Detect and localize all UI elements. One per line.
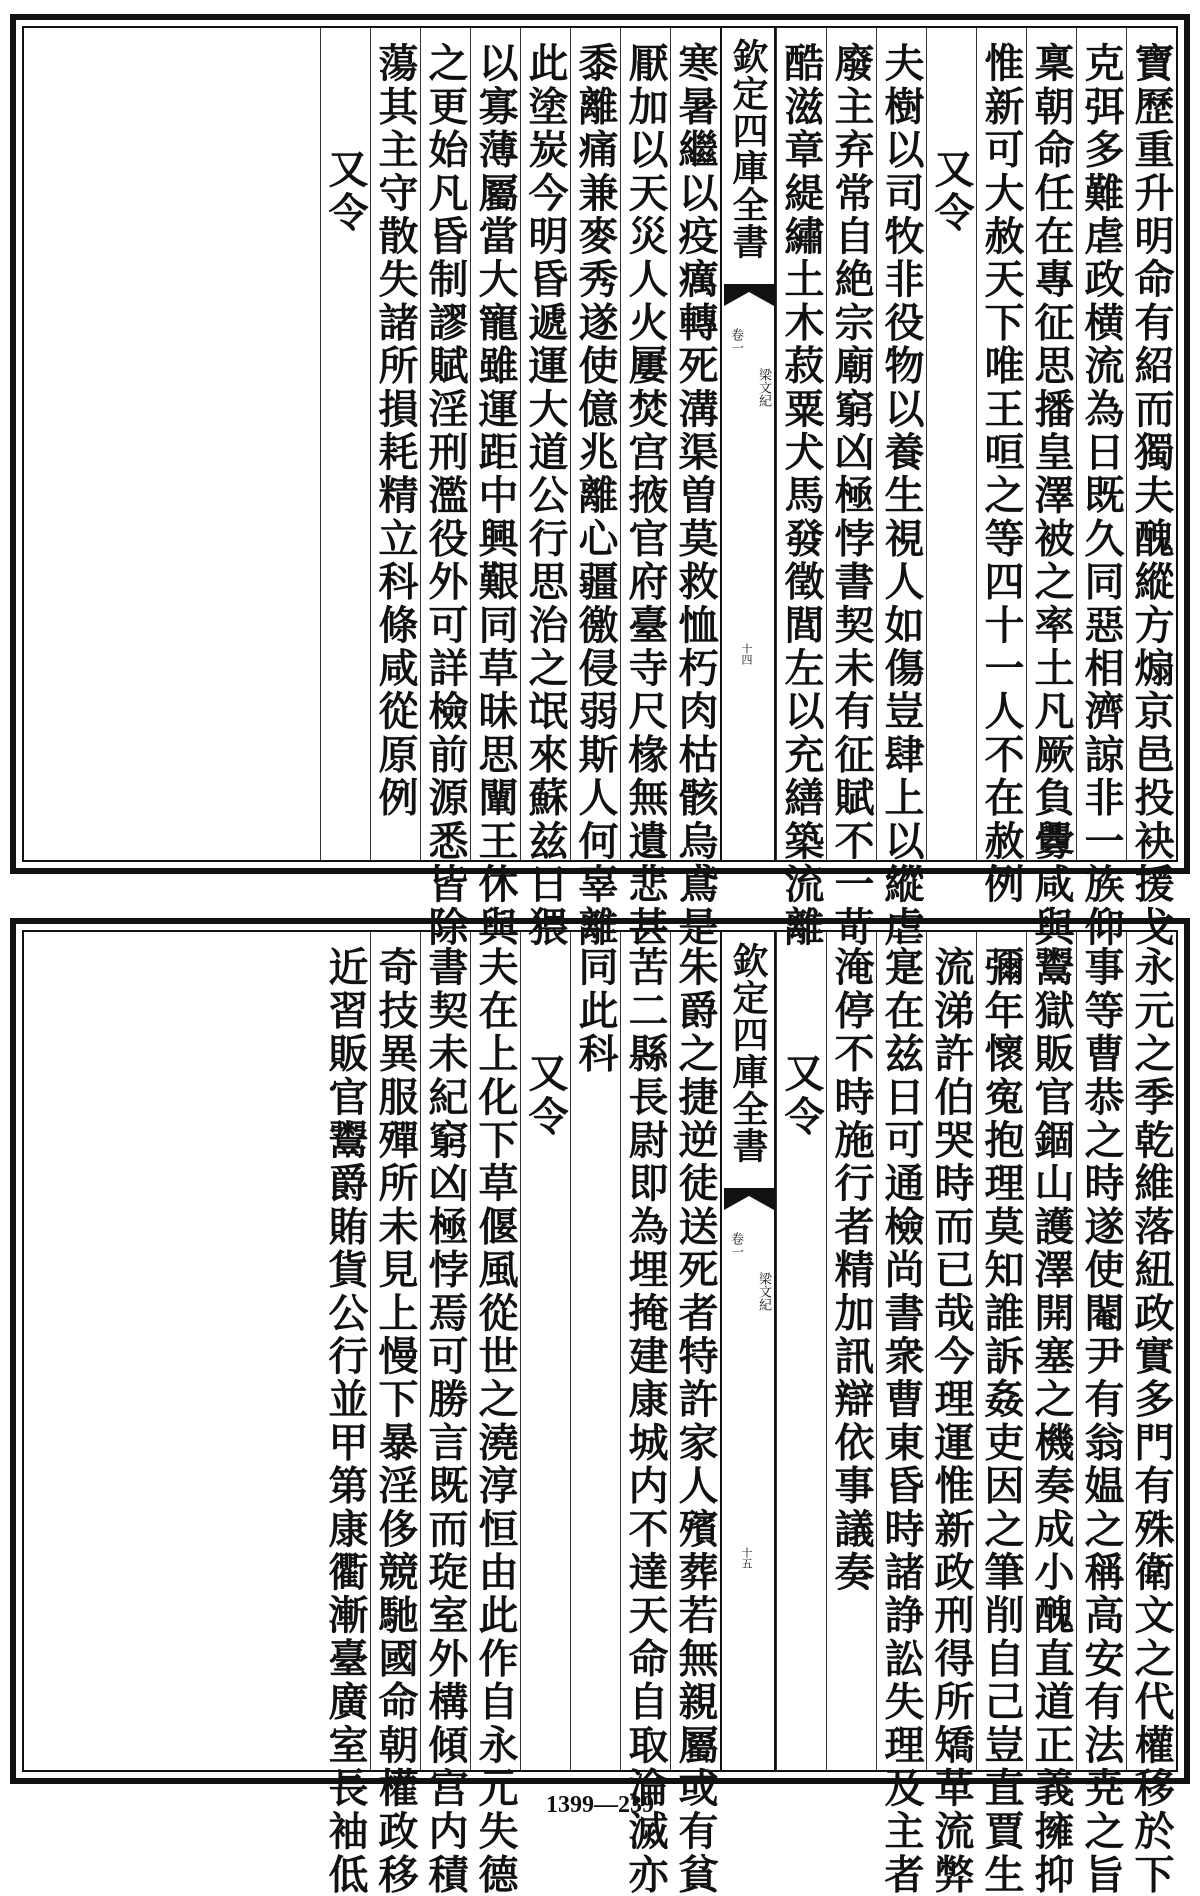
spine-volume: 卷一 — [728, 328, 743, 354]
section-heading-column: 又令 — [776, 932, 826, 1770]
text-column: 朱爵之捷逆徒送死者特許家人殯葬若無親屬或有貧 — [670, 932, 720, 1770]
text-column: 奇技異服殫所未見上慢下暴淫侈競馳國命朝權政移 — [370, 932, 420, 1770]
text-column: 黍離痛兼麥秀遂使億兆離心疆徼侵弱斯人何辜離 — [570, 28, 620, 860]
top-page-text-frame — [22, 26, 1178, 950]
text-column: 夫樹以司牧非役物以養生視人如傷豈肆上以縱虐 — [876, 28, 926, 860]
blank-column — [270, 28, 320, 860]
text-column: 酷滋章緹繡土木菽粟犬馬發徵閭左以充繕築流離 — [776, 28, 826, 860]
spine-column — [720, 932, 776, 1770]
text-column: 事等曹恭之時遂使閹尹有翁媪之稱高安有法尭之旨 — [1076, 932, 1126, 1770]
fish-tail-mark-icon — [724, 1188, 774, 1210]
text-column: 克弭多難虐政横流為日既久同惡相濟諒非一族仰 — [1076, 28, 1126, 860]
text-column: 書契未紀窮凶極悖焉可勝言既而琁室外構傾宫内積 — [420, 932, 470, 1770]
spine-leaf-number: 十四 — [740, 643, 753, 665]
text-column: 流涕許伯哭時而已哉今理運惟新政刑得所矯革流弊 — [926, 932, 976, 1770]
text-column: 淹停不時施行者精加訊辯依事議奏 — [826, 932, 876, 1770]
text-column: 苦二縣長尉即為埋掩建康城内不達天命自取淪滅亦 — [620, 932, 670, 1770]
text-column: 厭加以天災人火屢焚宫掖官府臺寺尺椽無遺悲甚 — [620, 28, 670, 860]
spine-volume: 卷一 — [728, 1232, 743, 1258]
text-column: 夫在上化下草偃風從世之澆淳恒由此作自永元失德 — [470, 932, 520, 1770]
text-column: 之更始凡昏制謬賦淫刑濫役外可詳檢前源悉皆除 — [420, 28, 470, 860]
section-heading-column: 又令 — [520, 932, 570, 1770]
spine-book-title: 梁文紀 — [756, 368, 771, 407]
text-column: 寶歷重升明命有紹而獨夫醜縱方煽京邑投袂援戈 — [1126, 28, 1176, 860]
text-column: 彌年懷寃抱理莫知誰訴姦吏因之筆削自己豈直賈生 — [976, 932, 1026, 1770]
section-heading-column: 又令 — [926, 28, 976, 860]
text-column: 寒暑繼以疫癘轉死溝渠曽莫救恤朽肉枯骸烏鳶是 — [670, 28, 720, 860]
top-page — [10, 14, 1190, 950]
page-number: 1399—239 — [546, 1792, 654, 1818]
text-column: 同此科 — [570, 932, 620, 1770]
text-column: 以寡薄屬當大寵雖運距中興艱同草昧思闡王休與 — [470, 28, 520, 860]
section-heading-column: 又令 — [320, 28, 370, 860]
spine-leaf-number: 十五 — [740, 1547, 753, 1569]
spine-title: 欽定四庫全書 — [727, 38, 769, 260]
text-column: 永元之季乾維落紐政實多門有殊衛文之代權移於下 — [1126, 932, 1176, 1770]
spine-book-title: 梁文紀 — [756, 1272, 771, 1311]
text-column: 近習販官鬻爵賄貨公行並甲第康衢漸臺廣室長袖低 — [322, 946, 369, 1896]
text-column: 廢主弃常自絶宗廟窮凶極悖書契未有征賦不一苛 — [826, 28, 876, 860]
text-column: 寔在兹日可通檢尚書衆曹東昏時諸諍訟失理及主者 — [876, 932, 926, 1770]
text-column: 惟新可大赦天下唯王咺之等四十一人不在赦例 — [976, 28, 1026, 860]
text-column: 鬻獄販官錮山護澤開塞之機奏成小醜直道正義擁抑 — [1026, 932, 1076, 1770]
fish-tail-mark-icon — [724, 284, 774, 306]
text-column: 此塗炭今明昏遞運大道公行思治之氓來蘇兹日猥 — [520, 28, 570, 860]
spine-column — [720, 28, 776, 860]
spine-title: 欽定四庫全書 — [727, 942, 769, 1164]
text-column: 蕩其主守散失諸所損耗精立科條咸從原例 — [370, 28, 420, 860]
text-column: 稟朝命任在專征思播皇澤被之率土凡厥負釁咸與 — [1026, 28, 1076, 860]
